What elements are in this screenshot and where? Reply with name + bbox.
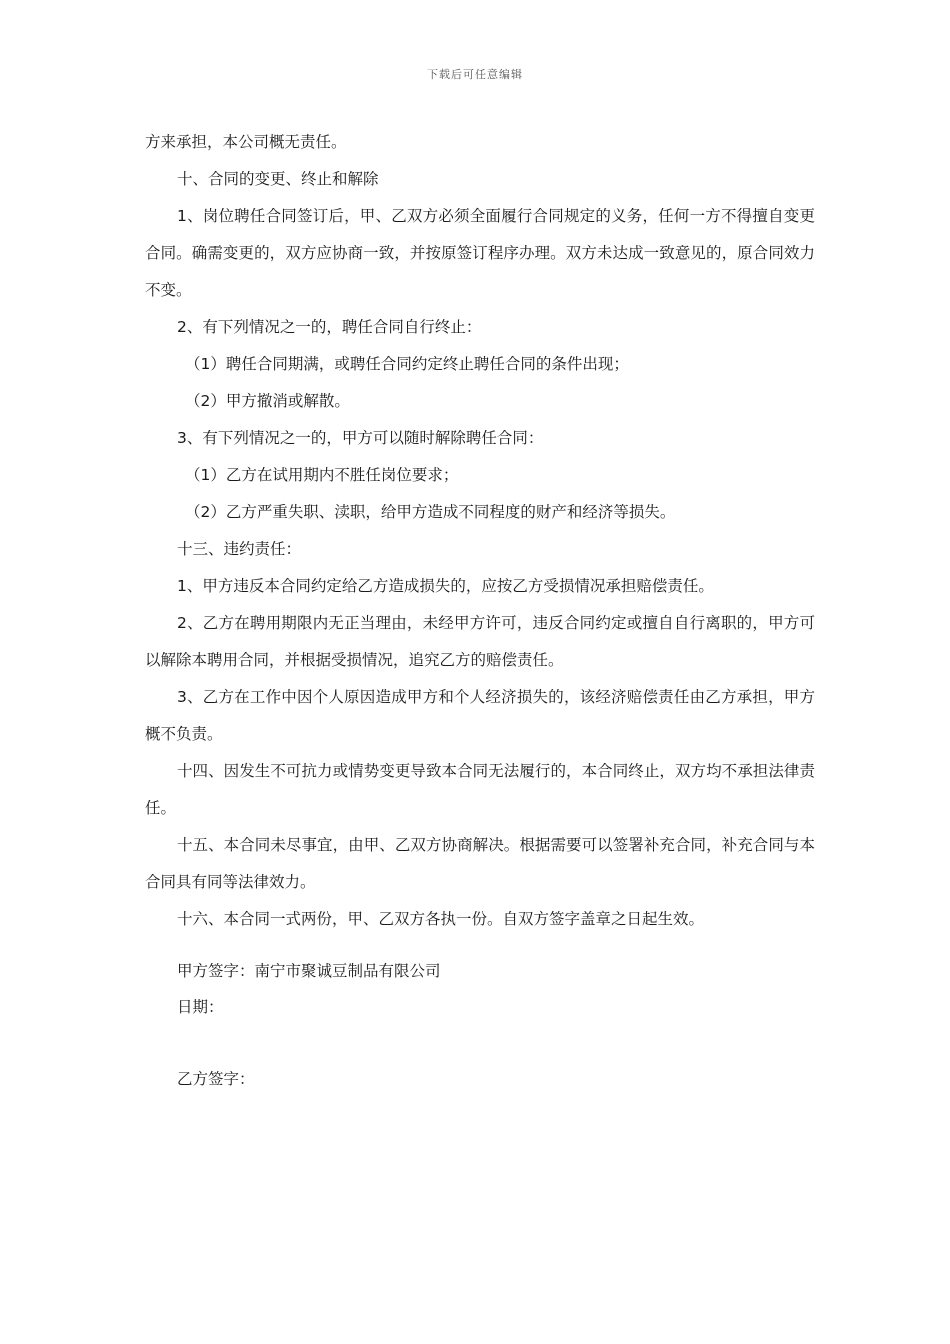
section-heading-13: 十三、违约责任： [177, 540, 302, 558]
clause-10-3-item-2: （2）乙方严重失职、渎职，给甲方造成不同程度的财产和经济等损失。 [185, 503, 676, 521]
clause-10-3: 3、有下列情况之一的，甲方可以随时解除聘任合同： [177, 429, 544, 447]
section-15: 十五、本合同未尽事宜，由甲、乙双方协商解决。根据需要可以签署补充合同，补充合同与本合同具有同等法律效力。 [145, 836, 815, 891]
clause-10-2: 2、有下列情况之一的，聘任合同自行终止： [177, 318, 482, 336]
document-body [145, 124, 815, 938]
paragraph-continuation: 方来承担，本公司概无责任。 [145, 133, 347, 151]
date-label: 日期： [177, 998, 224, 1016]
section-heading-10: 十、合同的变更、终止和解除 [177, 170, 379, 188]
party-b-signature: 乙方签字： [177, 1070, 255, 1088]
clause-13-3: 3、乙方在工作中因个人原因造成甲方和个人经济损失的，该经济赔偿责任由乙方承担，甲方概不负责。 [145, 688, 815, 743]
party-a-signature: 甲方签字：南宁市聚诚豆制品有限公司 [177, 962, 441, 980]
section-14: 十四、因发生不可抗力或情势变更导致本合同无法履行的，本合同终止，双方均不承担法律责任。 [145, 762, 815, 817]
clause-10-2-item-1: （1）聘任合同期满，或聘任合同约定终止聘任合同的条件出现； [185, 355, 629, 373]
clause-13-1: 1、甲方违反本合同约定给乙方造成损失的，应按乙方受损情况承担赔偿责任。 [177, 577, 714, 595]
clause-10-2-item-2: （2）甲方撤消或解散。 [185, 392, 350, 410]
section-16: 十六、本合同一式两份，甲、乙双方各执一份。自双方签字盖章之日起生效。 [177, 910, 705, 928]
clause-13-2: 2、乙方在聘用期限内无正当理由，未经甲方许可，违反合同约定或擅自自行离职的，甲方可以解除本聘用合同，并根据受损情况，追究乙方的赔偿责任。 [145, 614, 815, 669]
clause-10-3-item-1: （1）乙方在试用期内不胜任岗位要求； [185, 466, 459, 484]
clause-10-1: 1、岗位聘任合同签订后，甲、乙双方必须全面履行合同规定的义务，任何一方不得擅自变更合同。确需变更的，双方应协商一致，并按原签订程序办理。双方未达成一致意见的，原合同效力不变。 [145, 207, 815, 299]
page-header: 下载后可任意编辑 [427, 68, 523, 81]
